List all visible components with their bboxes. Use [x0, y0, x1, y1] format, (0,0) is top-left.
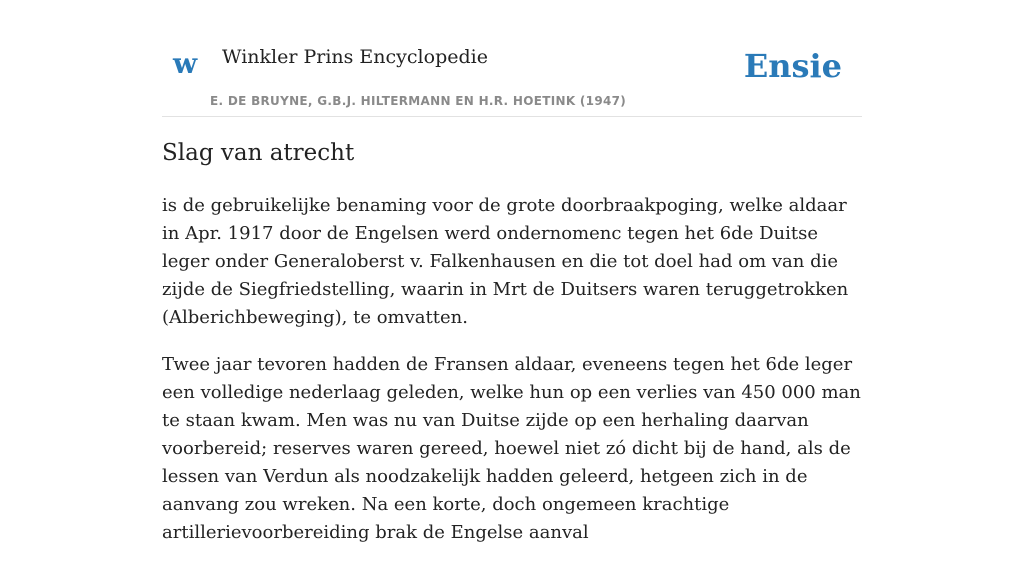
article-body — [162, 192, 862, 566]
source-authors: E. DE BRUYNE, G.B.J. HILTERMANN EN H.R. HOETINK (1947) — [210, 94, 627, 108]
source-header — [162, 0, 862, 117]
article-paragraph: is de gebruikelijke benaming voor de grote doorbraakpoging, welke aldaar in Apr. 1917 door de Engelsen werd ondernomenc tegen het 6de Duitse leger onder Generaloberst v. Falkenhausen en die tot doel had om van die zijde de Siegfriedstelling, waarin in Mrt de Duitsers waren teruggetrokken (Alberichbeweging), te omvatten. — [162, 195, 849, 328]
page — [162, 0, 862, 543]
article-paragraph: Twee jaar tevoren hadden de Fransen aldaar, eveneens tegen het 6de leger een volledige nederlaag geleden, welke hun op een verlies van 450 000 man te staan kwam. Men was nu van Duitse zijde op een herhaling daarvan voorbereid; reserves waren gereed, hoewel niet zó dicht bij de hand, als de lessen van Verdun als noodzakelijk hadden geleerd, hetgeen zich in de aanvang zou wreken. Na een korte, doch ongemeen krachtige artillerievoorbereiding brak de Engelse aanval — [162, 354, 861, 543]
source-title[interactable]: Winkler Prins Encyclopedie — [222, 46, 488, 68]
ensie-logo[interactable]: Ensie — [743, 47, 842, 85]
article-title: Slag van atrecht — [162, 140, 355, 166]
source-logo[interactable]: w — [173, 47, 198, 80]
